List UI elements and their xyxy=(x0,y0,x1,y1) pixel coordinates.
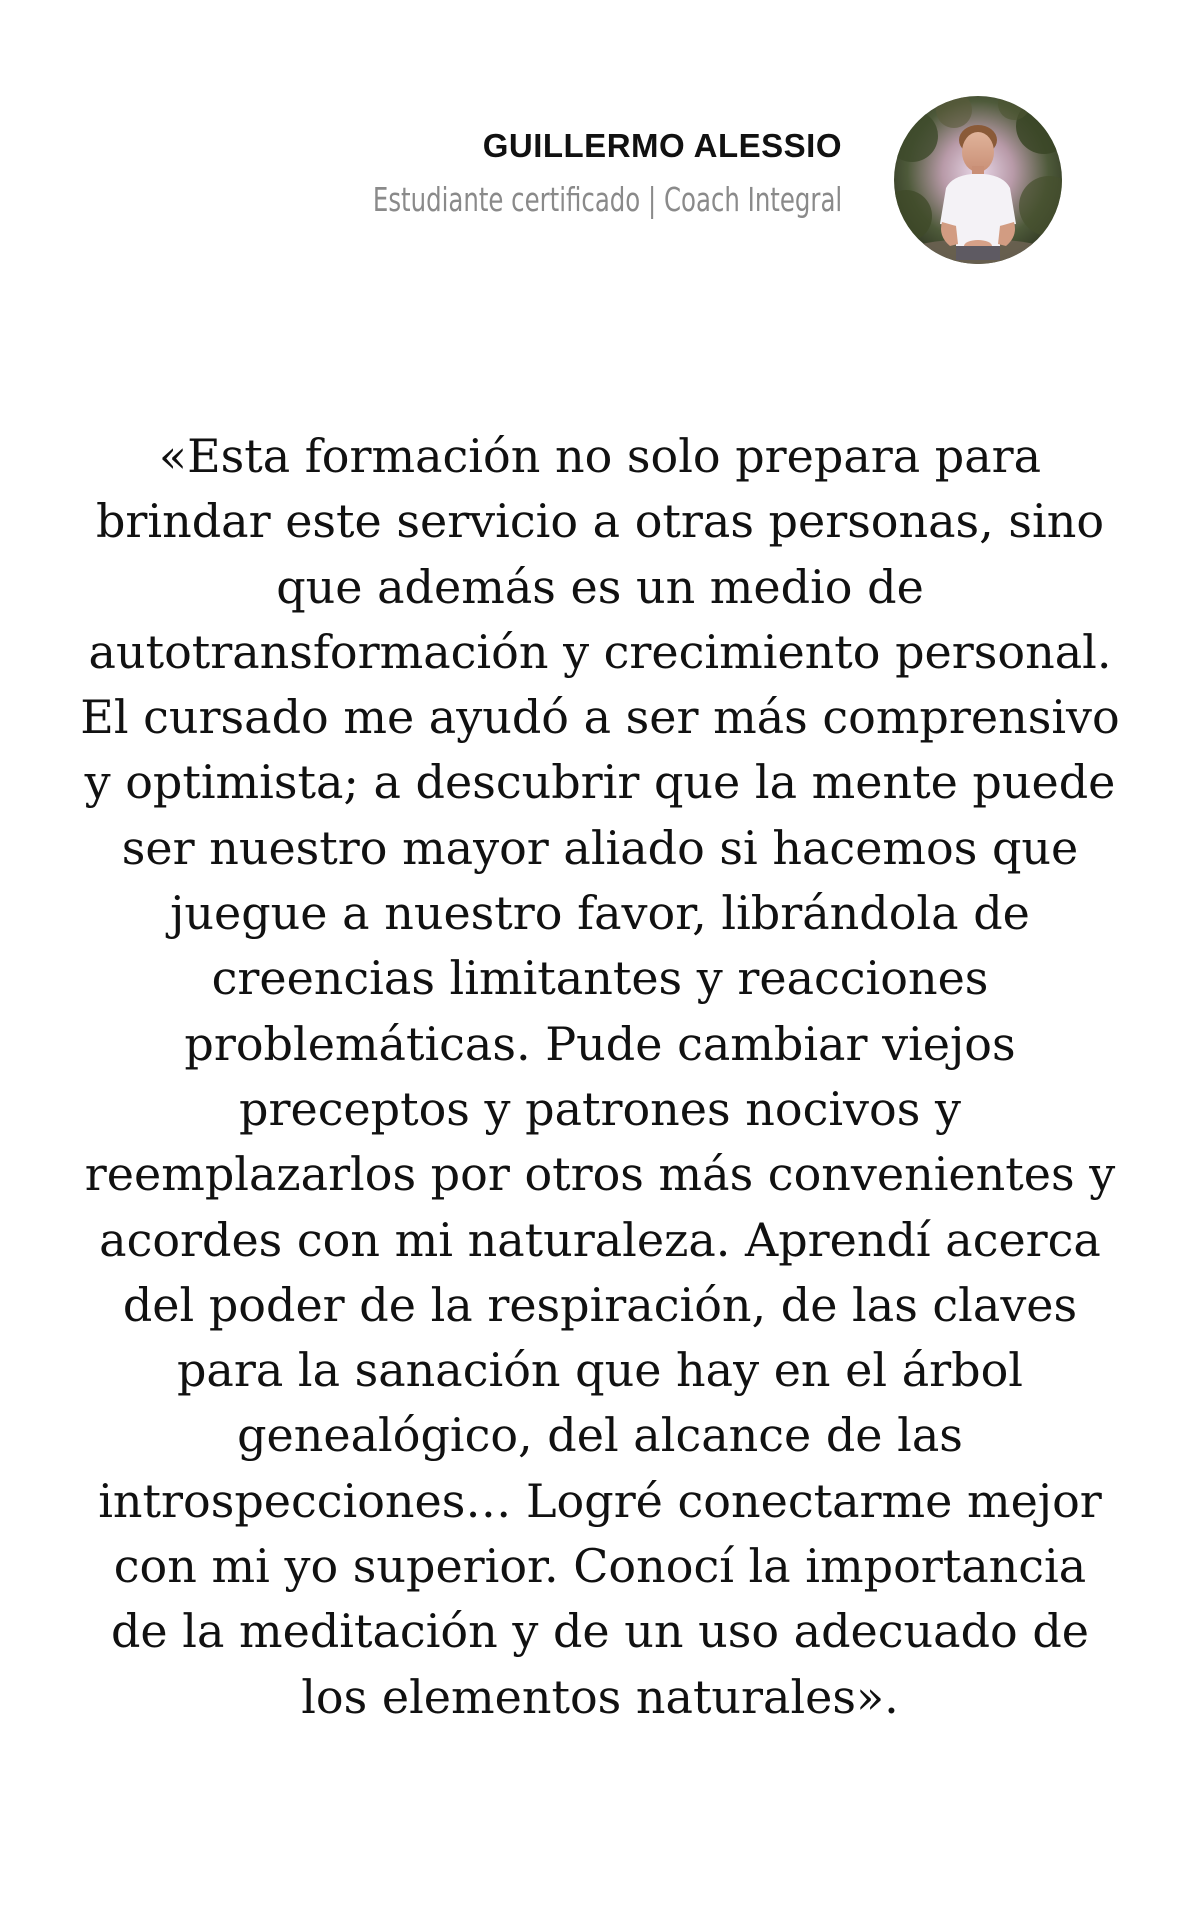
testimonial-quote: «Esta formación no solo prepara para brindar este servicio a otras personas, sino que además es un medio de autotransformación y crecimiento personal. El cursado me ayudó a ser más comprensivo y optimista; a descubrir que la mente puede ser nuestro mayor aliado si hacemos que juegue a nuestro favor, librándola de creencias limitantes y reacciones problemáticas. Pude cambiar viejos preceptos y patrones nocivos y reemplazarlos por otros más convenientes y acordes con mi naturaleza. Aprendí acerca del poder de la respiración, de las claves para la sanación que hay en el árbol genealógico, del alcance de las introspecciones… Logré conectarme mejor con mi yo superior. Conocí la importancia de la meditación y de un uso adecuado de los elementos naturales». xyxy=(80,429,1120,1724)
author-info xyxy=(208,126,842,224)
person-photo-icon xyxy=(894,96,1062,264)
avatar xyxy=(894,96,1062,264)
author-header xyxy=(0,96,1200,266)
author-name: GUILLERMO ALESSIO xyxy=(482,127,842,164)
author-role: Estudiante certificado | Coach Integral xyxy=(372,180,842,219)
